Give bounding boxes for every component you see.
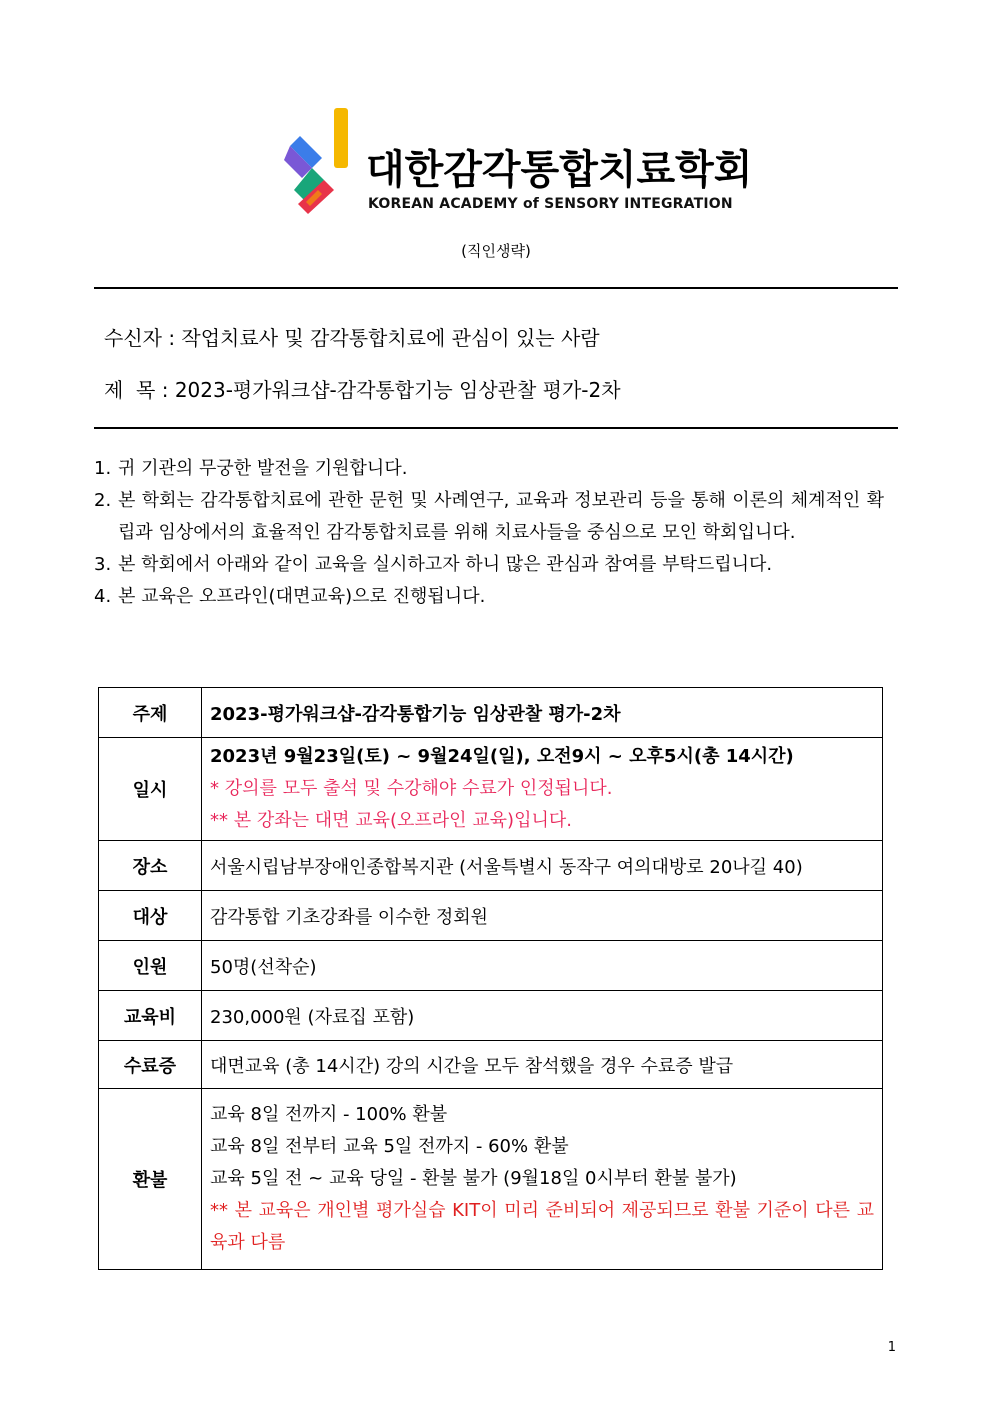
target-label: 대상: [99, 891, 202, 941]
list-item-text: 본 교육은 오프라인(대면교육)으로 진행됩니다.: [118, 586, 486, 607]
refund-line-2: 교육 8일 전부터 교육 5일 전까지 - 60% 환불: [210, 1136, 569, 1157]
org-name-en: KOREAN ACADEMY of SENSORY INTEGRATION: [368, 196, 733, 212]
list-item-number: 2.: [94, 490, 112, 511]
refund-note: ** 본 교육은 개인별 평가실습 KIT이 미리 준비되어 제공되므로 환불 기준이 다른 교육과 다름: [210, 1200, 874, 1253]
course-info-table: [98, 687, 883, 1270]
recipient-row: [104, 322, 600, 351]
recipient-value: 작업치료사 및 감각통합치료에 관심이 있는 사람: [181, 326, 600, 350]
subject-value: 2023-평가워크샵-감각통합기능 임상관찰 평가-2차: [174, 378, 621, 402]
subject-row: [104, 374, 621, 403]
venue-value: 서울시립남부장애인종합복지관 (서울특별시 동작구 여의대방로 20나길 40): [202, 841, 883, 891]
capacity-label: 인원: [99, 941, 202, 991]
schedule-cell: [202, 738, 883, 841]
table-row: [99, 1089, 883, 1270]
fee-label: 교육비: [99, 991, 202, 1041]
subject-label: 제 목 :: [104, 378, 169, 402]
org-logo: [282, 106, 753, 218]
schedule-date: 2023년 9월23일(토) ~ 9월24일(일), 오전9시 ~ 오후5시(총 14시간): [210, 746, 794, 767]
list-item-text: 귀 기관의 무궁한 발전을 기원합니다.: [118, 458, 408, 479]
capacity-value: 50명(선착순): [202, 941, 883, 991]
table-row: [99, 891, 883, 941]
certificate-label: 수료증: [99, 1041, 202, 1089]
table-row: [99, 941, 883, 991]
schedule-label: 일시: [99, 738, 202, 841]
refund-label: 환불: [99, 1089, 202, 1270]
table-row: [99, 1041, 883, 1089]
topic-value: 2023-평가워크샵-감각통합기능 임상관찰 평가-2차: [202, 688, 883, 738]
table-row: [99, 738, 883, 841]
list-item: [94, 485, 884, 549]
list-item-number: 4.: [94, 586, 112, 607]
recipient-label: 수신자 :: [104, 326, 176, 350]
page-number: 1: [887, 1340, 896, 1355]
body-list: [94, 453, 884, 613]
list-item-number: 3.: [94, 554, 112, 575]
org-logo-mark-icon: [282, 106, 352, 218]
schedule-note-2: ** 본 강좌는 대면 교육(오프라인 교육)입니다.: [210, 810, 572, 831]
refund-line-1: 교육 8일 전까지 - 100% 환불: [210, 1104, 448, 1125]
list-item-text: 본 학회는 감각통합치료에 관한 문헌 및 사례연구, 교육과 정보관리 등을 통해 이론의 체계적인 확립과 임상에서의 효율적인 감각통합치료를 위해 치료사들을 중심으로 모인 학회입니다.: [118, 490, 884, 543]
topic-label: 주제: [99, 688, 202, 738]
org-name-ko: 대한감각통합치료학회: [366, 147, 753, 193]
table-row: [99, 991, 883, 1041]
list-item: [94, 453, 884, 485]
refund-line-3: 교육 5일 전 ~ 교육 당일 - 환불 불가 (9월18일 0시부터 환불 불가): [210, 1168, 737, 1189]
table-row: [99, 841, 883, 891]
header-rule-bottom: [94, 427, 898, 429]
header-rule-top: [94, 287, 898, 289]
seal-note: (직인생략): [461, 242, 531, 260]
certificate-value: 대면교육 (총 14시간) 강의 시간을 모두 참석했을 경우 수료증 발급: [202, 1041, 883, 1089]
list-item-text: 본 학회에서 아래와 같이 교육을 실시하고자 하니 많은 관심과 참여를 부탁드립니다.: [118, 554, 773, 575]
table-row: [99, 688, 883, 738]
schedule-note-1: * 강의를 모두 출석 및 수강해야 수료가 인정됩니다.: [210, 778, 613, 799]
fee-value: 230,000원 (자료집 포함): [202, 991, 883, 1041]
list-item: [94, 549, 884, 581]
list-item: [94, 581, 884, 613]
venue-label: 장소: [99, 841, 202, 891]
refund-cell: [202, 1089, 883, 1270]
target-value: 감각통합 기초강좌를 이수한 정회원: [202, 891, 883, 941]
list-item-number: 1.: [94, 458, 112, 479]
